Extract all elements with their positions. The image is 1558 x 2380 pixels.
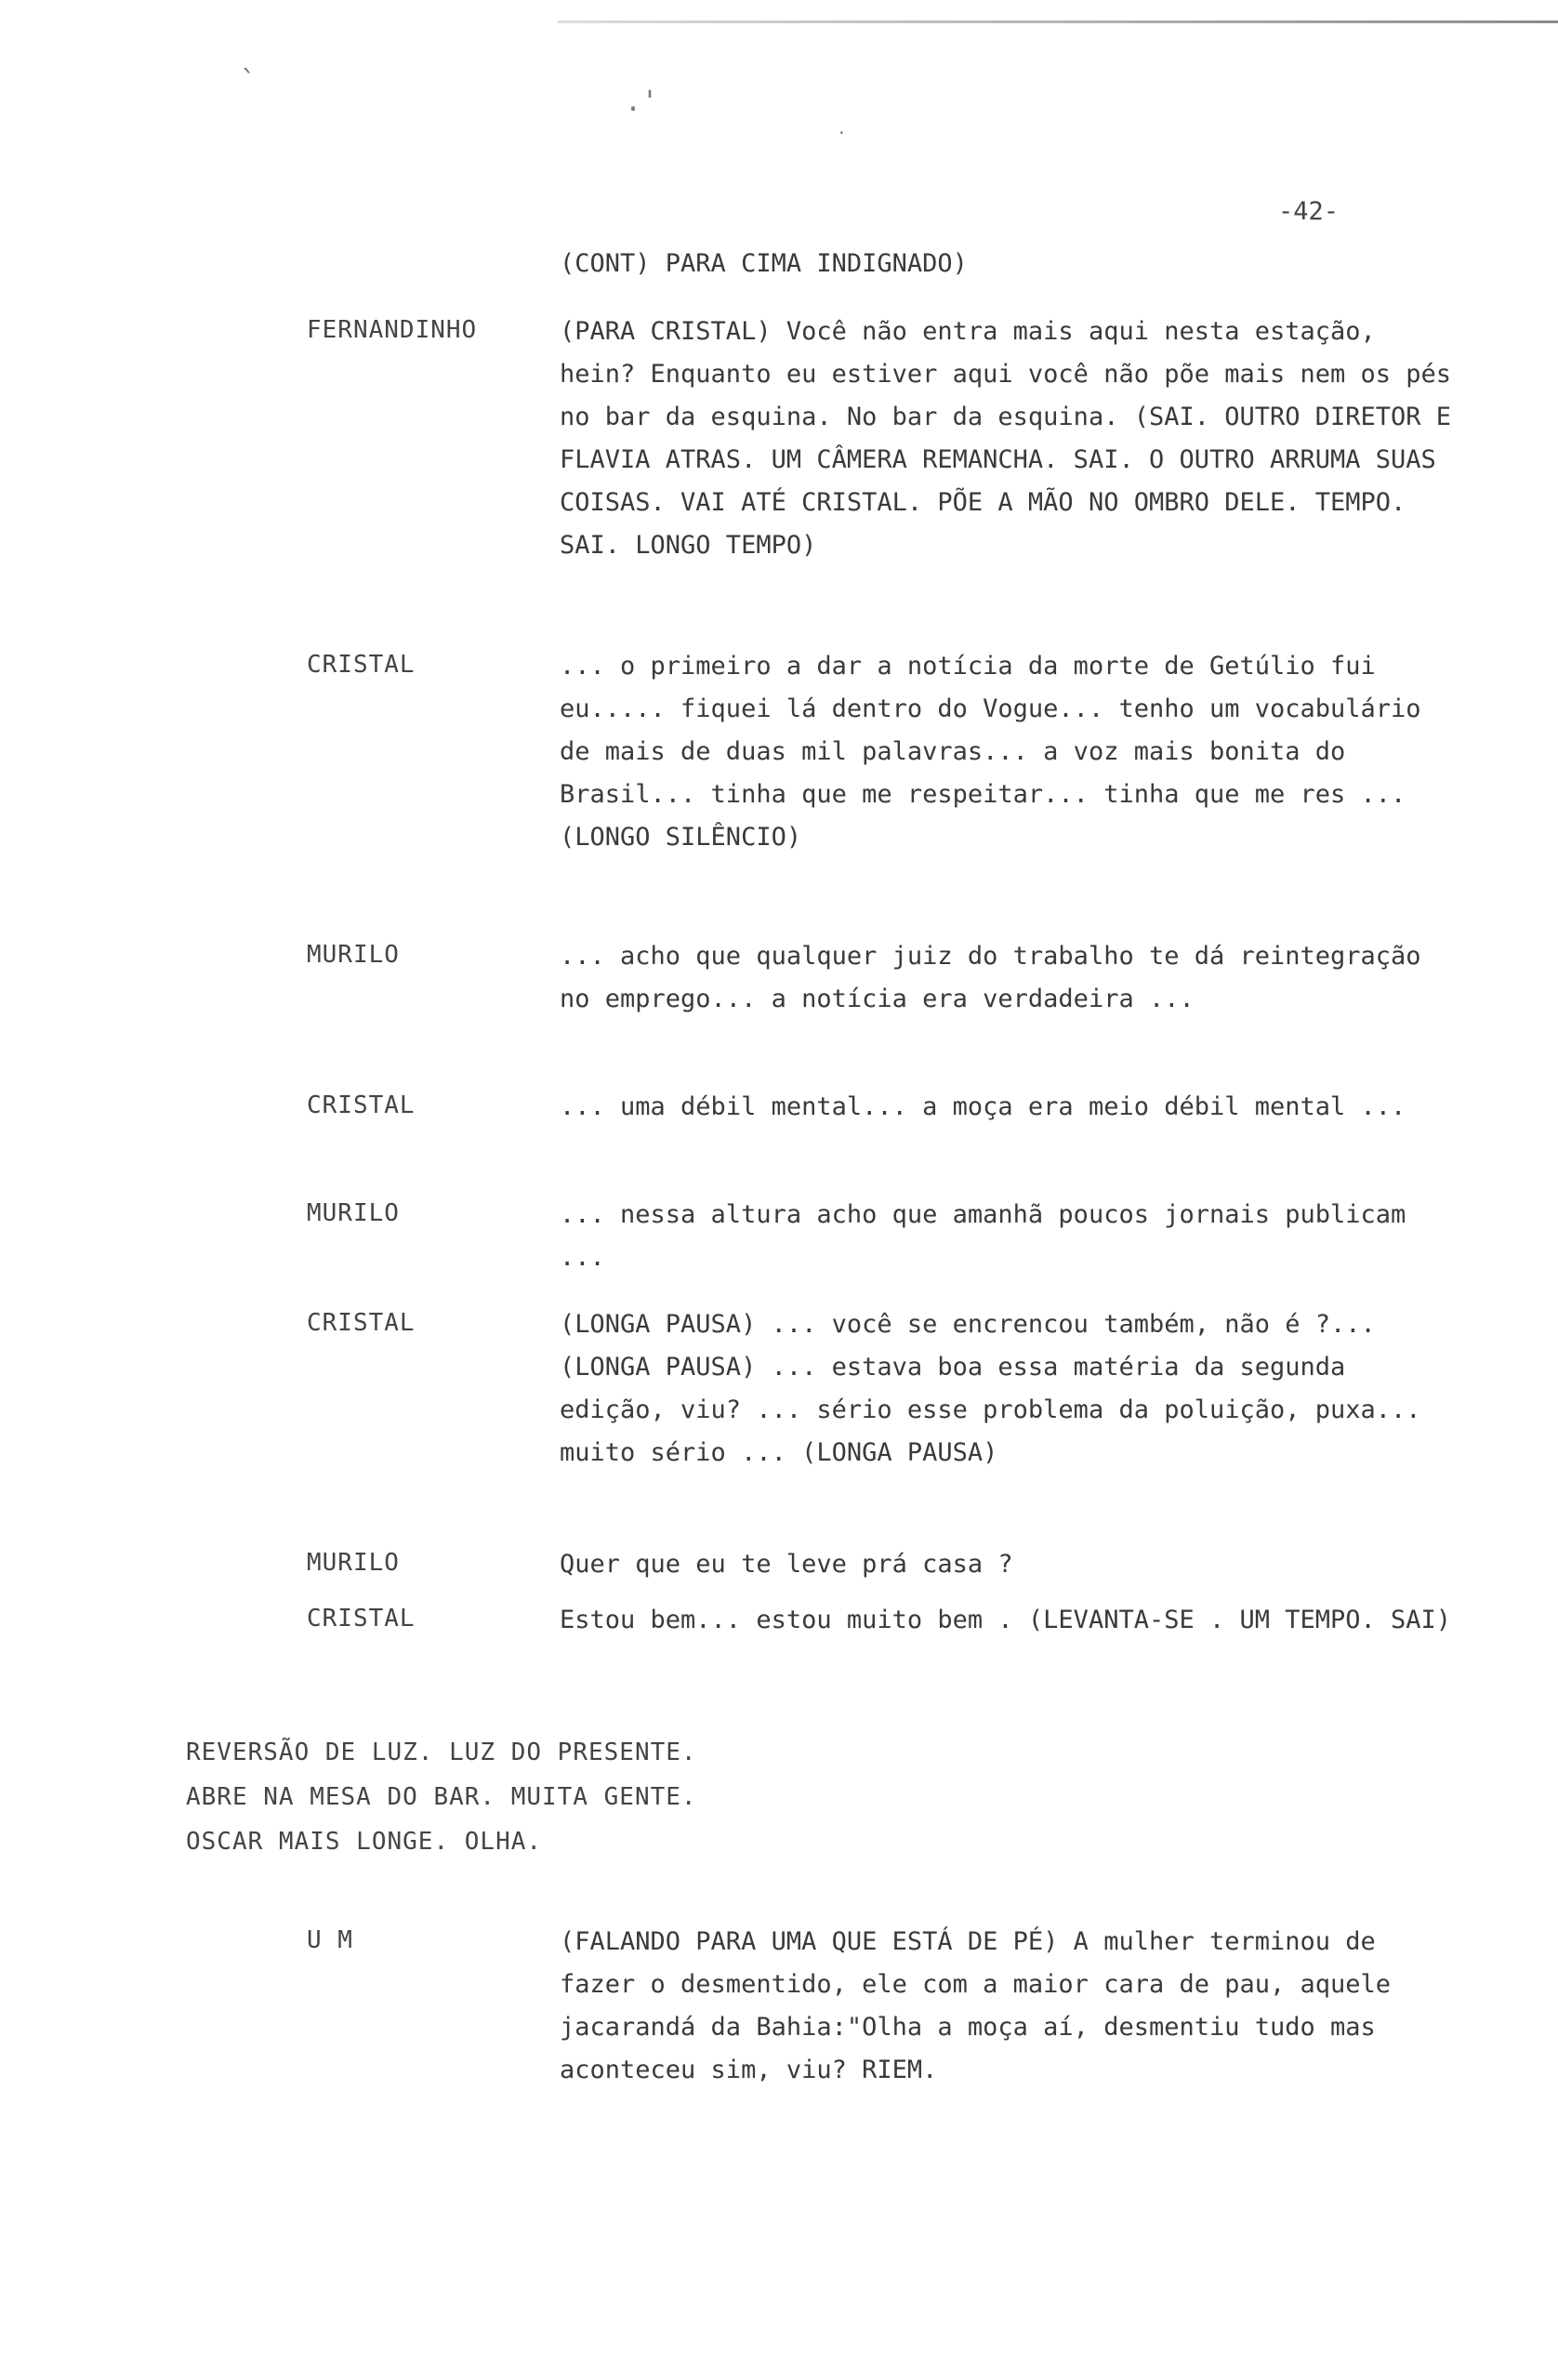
stage-direction: ABRE NA MESA DO BAR. MUITA GENTE. <box>186 1783 697 1811</box>
dialogue-text: (FALANDO PARA UMA QUE ESTÁ DE PÉ) A mulher terminou de fazer o desmentido, ele com a maior cara de pau, aquele jacarandá da Bahia:"Olha a moça aí, desmentiu tudo mas aconteceu sim, viu? RIEM. <box>560 1927 1392 2084</box>
dialogue-text: ... acho que qualquer juiz do trabalho te dá reintegração no emprego... a notícia era verdadeira ... <box>560 942 1421 1013</box>
dialogue-text: ... nessa altura acho que amanhã poucos jornais publicam ... <box>560 1200 1406 1272</box>
dialogue-text: Estou bem... estou muito bem . (LEVANTA-SE . UM TEMPO. SAI) <box>560 1606 1452 1634</box>
speaker-name: CRISTAL <box>307 651 416 679</box>
speaker-name: MURILO <box>307 941 400 969</box>
speaker-name: FERNANDINHO <box>307 316 478 344</box>
speaker-name: MURILO <box>307 1549 400 1577</box>
speaker-name: U M <box>307 1926 353 1954</box>
dialogue-text: Quer que eu te leve prá casa ? <box>560 1550 1013 1579</box>
page-number: -42- <box>1278 197 1340 226</box>
dialogue-text: (LONGA PAUSA) ... você se encrencou também, não é ?... (LONGA PAUSA) ... estava boa essa matéria da segunda edição, viu? ... sério esse problema da poluição, puxa... muito sério ... (LONGA PAUSA) <box>560 1310 1421 1467</box>
continuation-line: (CONT) PARA CIMA INDIGNADO) <box>560 249 968 278</box>
scan-top-edge <box>558 20 1558 23</box>
dialogue-text: ... uma débil mental... a moça era meio débil mental ... <box>560 1092 1406 1121</box>
stage-direction: OSCAR MAIS LONGE. OLHA. <box>186 1828 543 1856</box>
speaker-name: MURILO <box>307 1199 400 1227</box>
speaker-name: CRISTAL <box>307 1309 416 1337</box>
stage-direction: REVERSÃO DE LUZ. LUZ DO PRESENTE. <box>186 1739 697 1766</box>
speaker-name: CRISTAL <box>307 1605 416 1633</box>
scan-speck: . <box>837 119 847 139</box>
scan-speck: .' <box>625 86 659 118</box>
scan-speck: ` <box>240 65 257 98</box>
dialogue-text: ... o primeiro a dar a notícia da morte de Getúlio fui eu..... fiquei lá dentro do Vogue... tenho um vocabulário de mais de duas mil palavras... a voz mais bonita do Brasil... tinha que me respeitar... tinha que me res ... (LONGO SILÊNCIO) <box>560 652 1421 852</box>
dialogue-text: (PARA CRISTAL) Você não entra mais aqui nesta estação, hein? Enquanto eu estiver aqui você não põe mais nem os pés no bar da esquina. No bar da esquina. (SAI. OUTRO DIRETOR E FLAVIA ATRAS. UM CÂMERA REMANCHA. SAI. O OUTRO ARRUMA SUAS COISAS. VAI ATÉ CRISTAL. PÕE A MÃO NO OMBRO DELE. TEMPO. SAI. LONGO TEMPO) <box>560 317 1452 560</box>
speaker-name: CRISTAL <box>307 1091 416 1119</box>
